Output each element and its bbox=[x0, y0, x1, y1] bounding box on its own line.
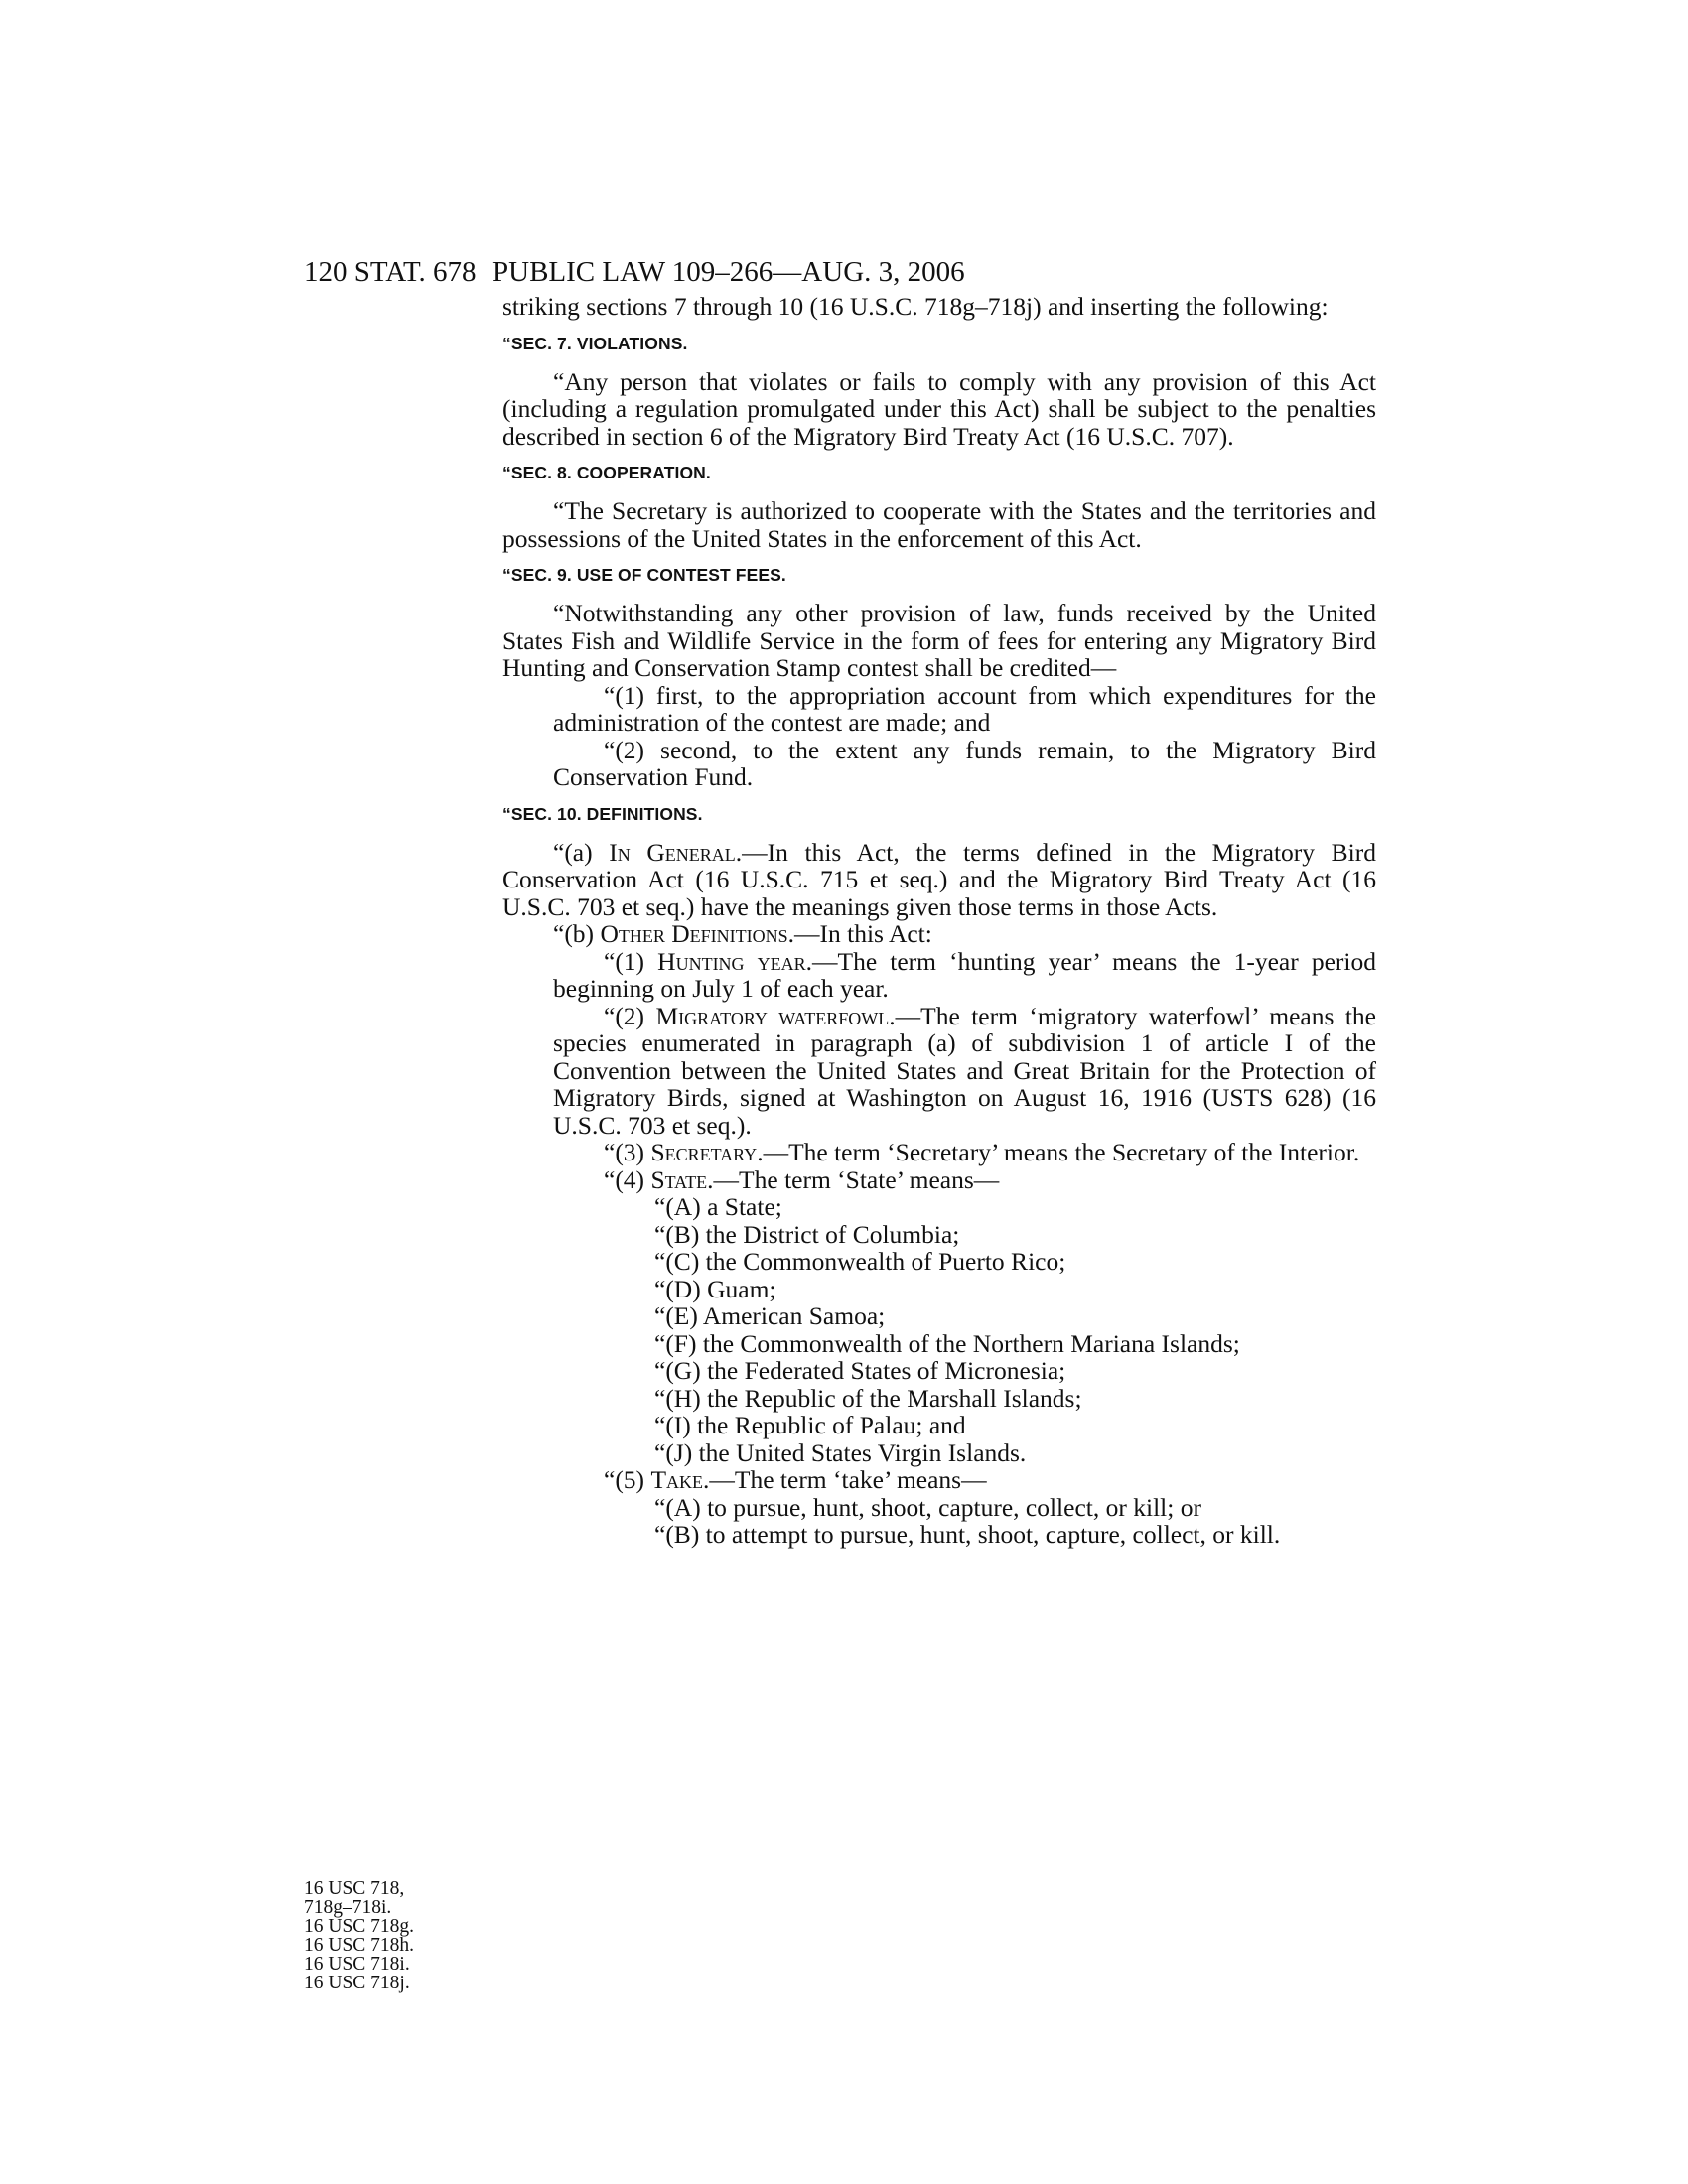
definition-4-text: .—The term ‘State’ means— bbox=[707, 1164, 1000, 1194]
sec9-text: “Notwithstanding any other provision of law, funds received by the United States Fish and Wildlife Service in the form of fees for entering any Migratory Bird Hunting and Conservation Stamp contest shall be credited— bbox=[502, 599, 1376, 682]
definition-5-prefix: “(5) bbox=[604, 1465, 651, 1494]
subsection-a-text: .—In this Act, the terms defined in the Migratory Bird Conservation Act (16 U.S.C. 715 et seq.) and the Migratory Bird Treaty Act (16 U.S.C. 703 et seq.) have the meanings given those terms in those Acts. bbox=[502, 837, 1376, 921]
definition-state bbox=[502, 1166, 1376, 1194]
margin-note: 718g–718i. bbox=[304, 1897, 392, 1918]
running-header bbox=[304, 252, 1372, 292]
definition-2-prefix: “(2) bbox=[604, 1001, 656, 1030]
sec10-subsection-b bbox=[502, 920, 1376, 948]
definition-1-prefix: “(1) bbox=[604, 946, 658, 976]
state-item: “(D) Guam; bbox=[654, 1274, 776, 1303]
intro-text: striking sections 7 through 10 (16 U.S.C. 718g–718j) and inserting the following: bbox=[502, 292, 1329, 321]
definition-hunting-year bbox=[502, 948, 1376, 1003]
subsection-b-text: .—In this Act: bbox=[787, 919, 932, 948]
margin-citations bbox=[304, 1879, 453, 1992]
state-item: “(F) the Commonwealth of the Northern Mariana Islands; bbox=[654, 1328, 1240, 1358]
definition-5-text: .—The term ‘take’ means— bbox=[703, 1465, 987, 1494]
sec9-item-1: “(1) first, to the appropriation account from which expenditures for the administration of the contest are made; and bbox=[553, 680, 1376, 737]
definition-3-text: .—The term ‘Secretary’ means the Secretary of the Interior. bbox=[757, 1138, 1360, 1166]
subsection-a-prefix: “(a) bbox=[553, 837, 610, 867]
definition-3-label: Secretary bbox=[650, 1138, 758, 1166]
state-item: “(H) the Republic of the Marshall Islands; bbox=[654, 1383, 1082, 1413]
public-law-title: PUBLIC LAW 109–266—AUG. 3, 2006 bbox=[492, 256, 965, 288]
margin-note: 16 USC 718i. bbox=[304, 1954, 410, 1975]
definition-secretary bbox=[502, 1139, 1376, 1166]
sec10-subsection-a bbox=[502, 839, 1376, 921]
take-item: “(A) to pursue, hunt, shoot, capture, collect, or kill; or bbox=[654, 1492, 1201, 1522]
sec8-text: “The Secretary is authorized to cooperate with the States and the territories and possessions of the United States in the enforcement of this Act. bbox=[502, 496, 1376, 553]
document-body bbox=[502, 293, 1376, 1549]
definition-1-label: Hunting year bbox=[657, 946, 806, 976]
stat-page-number: 120 STAT. 678 bbox=[304, 256, 477, 288]
sec7-text: “Any person that violates or fails to comply with any provision of this Act (including a regulation promulgated under this Act) shall be subject to the penalties described in section 6 of the Migratory Bird Treaty Act (16 U.S.C. 707). bbox=[502, 366, 1376, 451]
definition-4-prefix: “(4) bbox=[604, 1164, 651, 1194]
subsection-a-label: In General bbox=[609, 837, 736, 867]
state-item: “(A) a State; bbox=[654, 1192, 782, 1221]
sec8-heading: “SEC. 8. COOPERATION. bbox=[502, 463, 711, 482]
sec9-heading: “SEC. 9. USE OF CONTEST FEES. bbox=[502, 565, 786, 585]
sec10-heading: “SEC. 10. DEFINITIONS. bbox=[502, 803, 703, 824]
definition-5-label: Take bbox=[650, 1465, 704, 1494]
state-item: “(I) the Republic of Palau; and bbox=[654, 1411, 966, 1439]
state-item: “(B) the District of Columbia; bbox=[654, 1219, 960, 1249]
definition-1-text: .—The term ‘hunting year’ means the 1-year period beginning on July 1 of each year. bbox=[553, 946, 1376, 1003]
state-item: “(G) the Federated States of Micronesia; bbox=[654, 1356, 1066, 1385]
take-item: “(B) to attempt to pursue, hunt, shoot, capture, collect, or kill. bbox=[654, 1520, 1281, 1549]
state-item: “(E) American Samoa; bbox=[654, 1301, 886, 1330]
definition-2-text: .—The term ‘migratory waterfowl’ means the species enumerated in paragraph (a) of subdivision 1 of article I of the Convention between the United States and Great Britain for the Protection of Migratory Birds, signed at Washington on August 16, 1916 (USTS 628) (16 U.S.C. 703 et seq.). bbox=[553, 1001, 1376, 1140]
sec7-heading: “SEC. 7. VIOLATIONS. bbox=[502, 333, 688, 353]
margin-note: 16 USC 718, bbox=[304, 1878, 405, 1899]
margin-note: 16 USC 718g. bbox=[304, 1916, 415, 1937]
subsection-b-prefix: “(b) bbox=[553, 919, 601, 948]
subsection-b-label: Other Definitions bbox=[600, 919, 788, 948]
definition-4-label: State bbox=[650, 1164, 708, 1194]
definition-take bbox=[502, 1466, 1376, 1494]
definition-2-label: Migratory waterfowl bbox=[655, 1001, 890, 1030]
state-item: “(J) the United States Virgin Islands. bbox=[654, 1437, 1027, 1467]
definition-3-prefix: “(3) bbox=[604, 1138, 651, 1166]
margin-note: 16 USC 718h. bbox=[304, 1935, 415, 1956]
definition-migratory-waterfowl bbox=[502, 1003, 1376, 1140]
sec9-item-2: “(2) second, to the extent any funds remain, to the Migratory Bird Conservation Fund. bbox=[553, 735, 1376, 791]
margin-note: 16 USC 718j. bbox=[304, 1973, 410, 1993]
state-item: “(C) the Commonwealth of Puerto Rico; bbox=[654, 1247, 1066, 1276]
